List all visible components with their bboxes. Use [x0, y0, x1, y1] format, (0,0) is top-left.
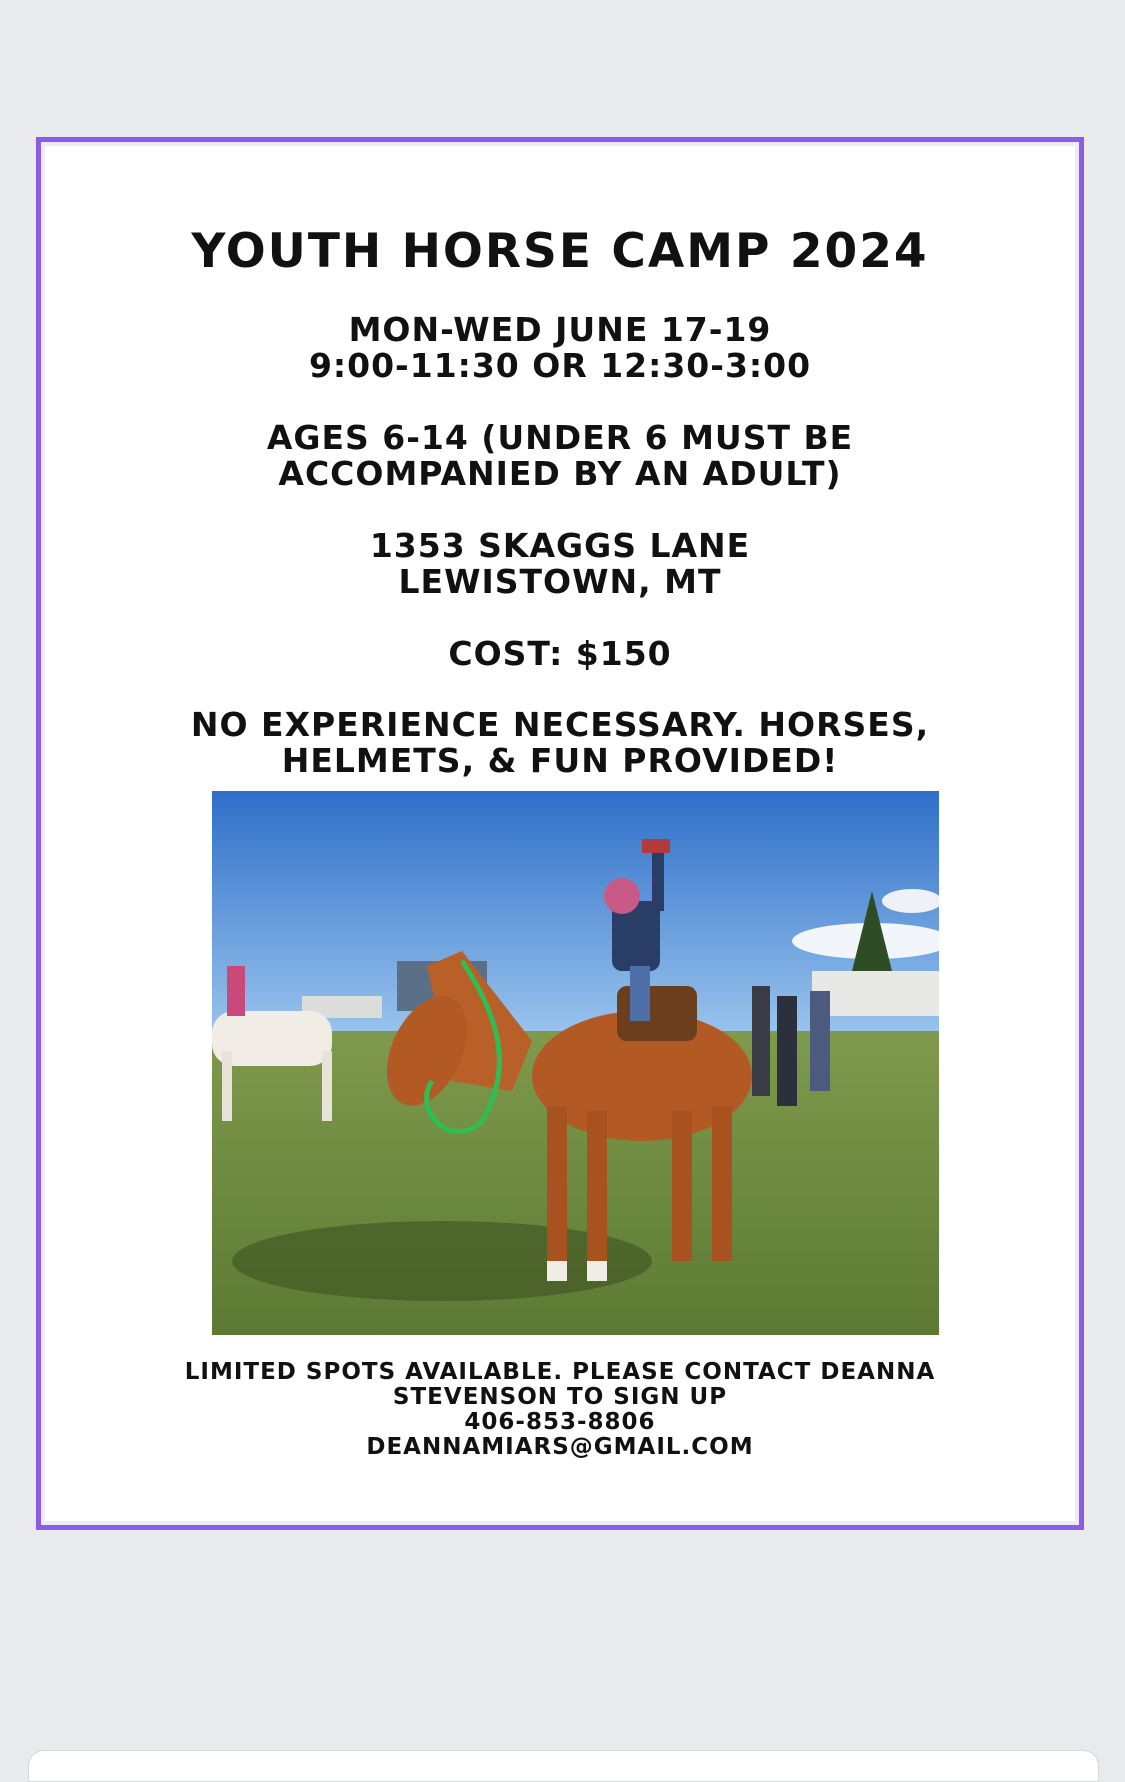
contact-email: DEANNAMIARS@GMAIL.COM — [366, 1434, 754, 1460]
camp-dates — [41, 312, 1079, 384]
camp-note — [41, 707, 1079, 779]
ages-line-1: AGES 6-14 (UNDER 6 MUST BE — [266, 418, 854, 457]
address-line-2: LEWISTOWN, MT — [398, 562, 722, 601]
note-line-2: HELMETS, & FUN PROVIDED! — [281, 741, 839, 780]
contact-info — [41, 1360, 1079, 1460]
times-line: 9:00-11:30 OR 12:30-3:00 — [308, 346, 812, 385]
footer-line-1: LIMITED SPOTS AVAILABLE. PLEASE CONTACT DEANNA — [184, 1359, 936, 1385]
camp-address — [41, 528, 1079, 600]
note-line-1: NO EXPERIENCE NECESSARY. HORSES, — [190, 705, 930, 744]
dates-line: MON-WED JUNE 17-19 — [348, 310, 772, 349]
footer-line-2: STEVENSON TO SIGN UP — [392, 1384, 728, 1410]
horse-camp-photo — [212, 791, 939, 1335]
address-line-1: 1353 SKAGGS LANE — [369, 526, 751, 565]
camp-ages — [41, 420, 1079, 492]
bottom-sheet-edge — [28, 1750, 1099, 1782]
ages-line-2: ACCOMPANIED BY AN ADULT) — [278, 454, 842, 493]
contact-phone: 406-853-8806 — [464, 1409, 656, 1435]
flyer — [36, 137, 1084, 1530]
flyer-title: YOUTH HORSE CAMP 2024 — [191, 224, 929, 279]
camp-cost: COST: $150 — [448, 634, 672, 673]
